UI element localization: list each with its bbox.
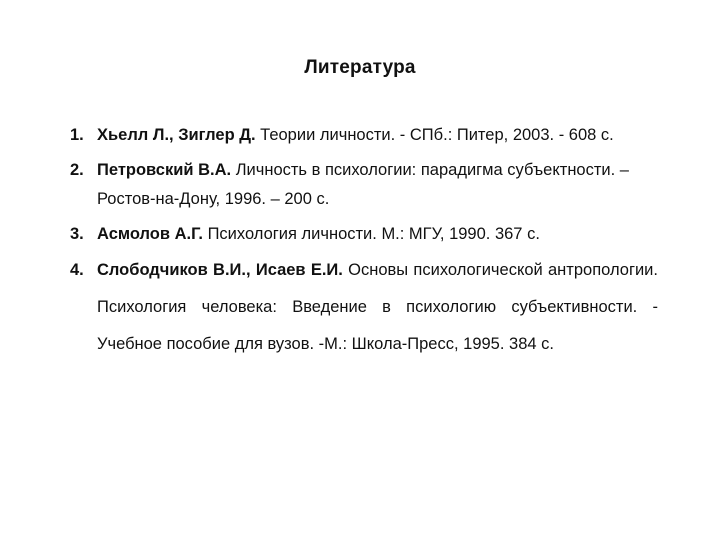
reference-text: Психология личности. М.: МГУ, 1990. 367 с.	[202, 225, 540, 243]
reference-number: 1.	[70, 126, 84, 144]
reference-text: Личность в психологии: парадигма субъектности. – Ростов-на-Дону, 1996. – 200 с.	[97, 161, 629, 208]
list-item	[70, 121, 658, 150]
list-item	[70, 220, 658, 249]
reference-authors: Петровский В.А.	[97, 161, 232, 179]
page-title: Литература	[304, 57, 416, 78]
reference-authors: Слободчиков В.И., Исаев Е.И.	[97, 261, 343, 279]
reference-number: 2.	[70, 161, 84, 179]
reference-number: 3.	[70, 225, 84, 243]
reference-text: Основы психологической антропологии. Психология человека: Введение в психологию субъективности. - Учебное пособие для вузов. -М.: Школа-Пресс, 1995. 384 с.	[97, 261, 658, 353]
reference-authors: Асмолов А.Г.	[97, 225, 203, 243]
list-item	[70, 252, 658, 363]
reference-text: Теории личности. - СПб.: Питер, 2003. - 608 с.	[255, 126, 614, 144]
reference-number: 4.	[70, 261, 84, 279]
reference-list	[70, 121, 658, 369]
list-item	[70, 156, 658, 214]
reference-authors: Хьелл Л., Зиглер Д.	[97, 126, 256, 144]
